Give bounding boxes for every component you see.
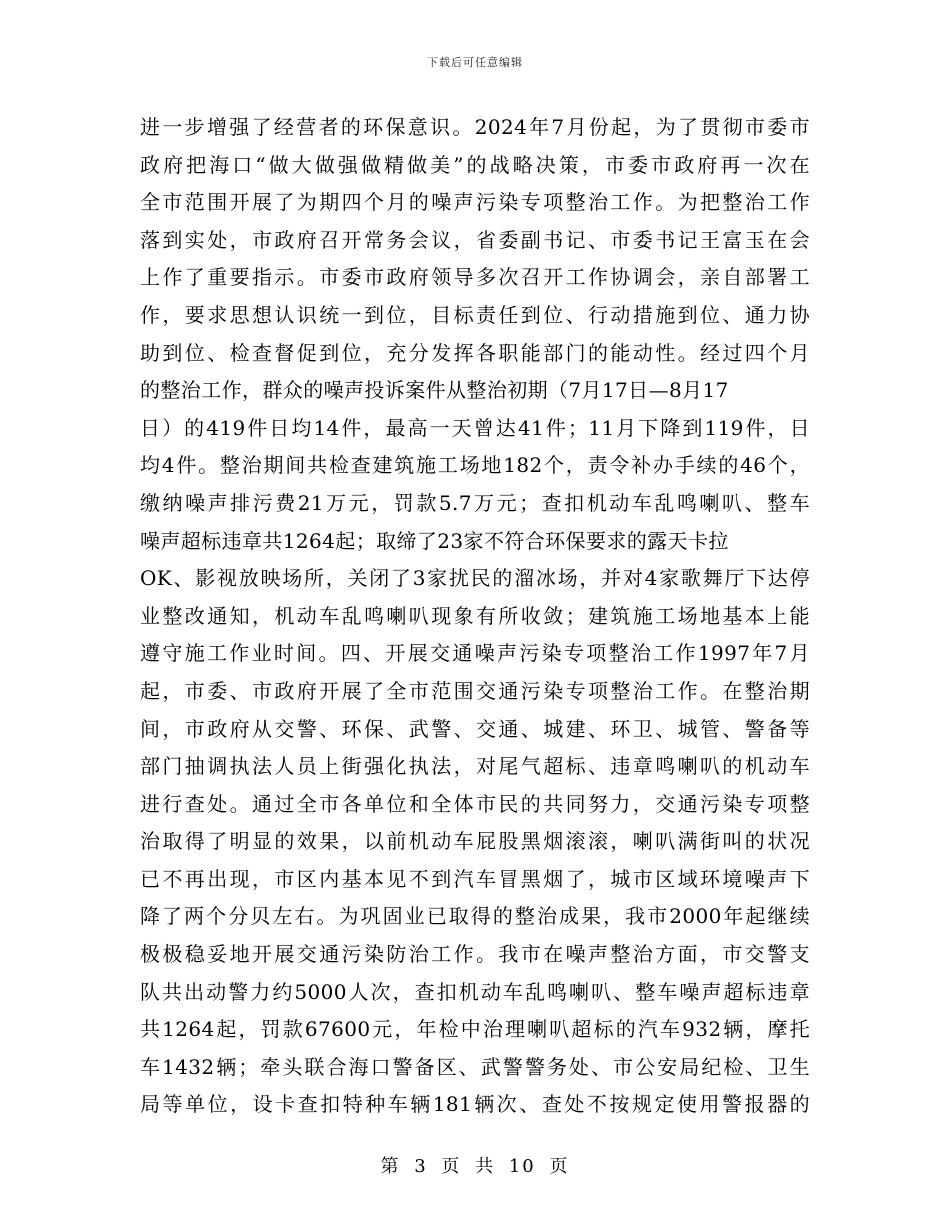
text-line: 均4件。整治期间共检查建筑施工场地182个，责令补办手续的46个， — [140, 453, 810, 478]
text-line: 业整改通知，机动车乱鸣喇叭现象有所收敛；建筑施工场地基本上能 — [140, 603, 810, 628]
text-line: 降了两个分贝左右。为巩固业已取得的整治成果，我市2000年起继续 — [140, 904, 810, 929]
text-line: 部门抽调执法人员上街强化执法，对尾气超标、违章鸣喇叭的机动车 — [140, 754, 810, 779]
text-line: 治取得了明显的效果，以前机动车屁股黑烟滚滚，喇叭满街叫的状况 — [140, 829, 810, 854]
text-line: 车1432辆；牵头联合海口警备区、武警警务处、市公安局纪检、卫生 — [140, 1054, 810, 1079]
text-line: 噪声超标违章共1264起；取缔了23家不符合环保要求的露天卡拉 — [140, 528, 729, 553]
text-line: 的整治工作，群众的噪声投诉案件从整治初期（7月17日—8月17 — [140, 378, 729, 403]
text-line: 缴纳噪声排污费21万元，罚款5.7万元；查扣机动车乱鸣喇叭、整车 — [140, 490, 810, 515]
text-line: 局等单位，设卡查扣特种车辆181辆次、查处不按规定使用警报器的 — [140, 1092, 810, 1117]
text-line: 遵守施工作业时间。四、开展交通噪声污染专项整治工作1997年7月 — [140, 641, 810, 666]
page-header: 下载后可任意编辑 — [427, 56, 523, 69]
text-line: 日）的419件日均14件，最高一天曾达41件；11月下降到119件，日 — [140, 415, 810, 440]
text-line: 进行查处。通过全市各单位和全体市民的共同努力，交通污染专项整 — [140, 791, 810, 816]
text-line: 极极稳妥地开展交通污染防治工作。我市在噪声整治方面，市交警支 — [140, 942, 810, 967]
text-line: OK、影视放映场所，关闭了3家扰民的溜冰场，并对4家歌舞厅下达停 — [140, 566, 810, 591]
document-body — [140, 109, 810, 1124]
text-line: 间，市政府从交警、环保、武警、交通、城建、环卫、城管、警备等 — [140, 716, 810, 741]
text-line: 上作了重要指示。市委市政府领导多次召开工作协调会，亲自部署工 — [140, 265, 810, 290]
text-line: 进一步增强了经营者的环保意识。2024年7月份起，为了贯彻市委市 — [140, 115, 810, 139]
text-line: 起，市委、市政府开展了全市范围交通污染专项整治工作。在整治期 — [140, 678, 810, 703]
text-line: 全市范围开展了为期四个月的噪声污染专项整治工作。为把整治工作 — [140, 190, 810, 215]
text-line: 已不再出现，市区内基本见不到汽车冒黑烟了，城市区域环境噪声下 — [140, 866, 810, 891]
text-line: 队共出动警力约5000人次，查扣机动车乱鸣喇叭、整车噪声超标违章 — [140, 979, 810, 1004]
text-line: 落到实处，市政府召开常务会议，省委副书记、市委书记王富玉在会 — [140, 227, 810, 252]
text-line: 作，要求思想认识统一到位，目标责任到位、行动措施到位、通力协 — [140, 302, 810, 327]
page-footer: 第 3 页 共 10 页 — [380, 1156, 570, 1177]
text-line: 共1264起，罚款67600元，年检中治理喇叭超标的汽车932辆，摩托 — [140, 1017, 810, 1042]
text-line: 政府把海口“做大做强做精做美”的战略决策，市委市政府再一次在 — [140, 152, 810, 177]
text-line: 助到位、检查督促到位，充分发挥各职能部门的能动性。经过四个月 — [140, 340, 810, 365]
